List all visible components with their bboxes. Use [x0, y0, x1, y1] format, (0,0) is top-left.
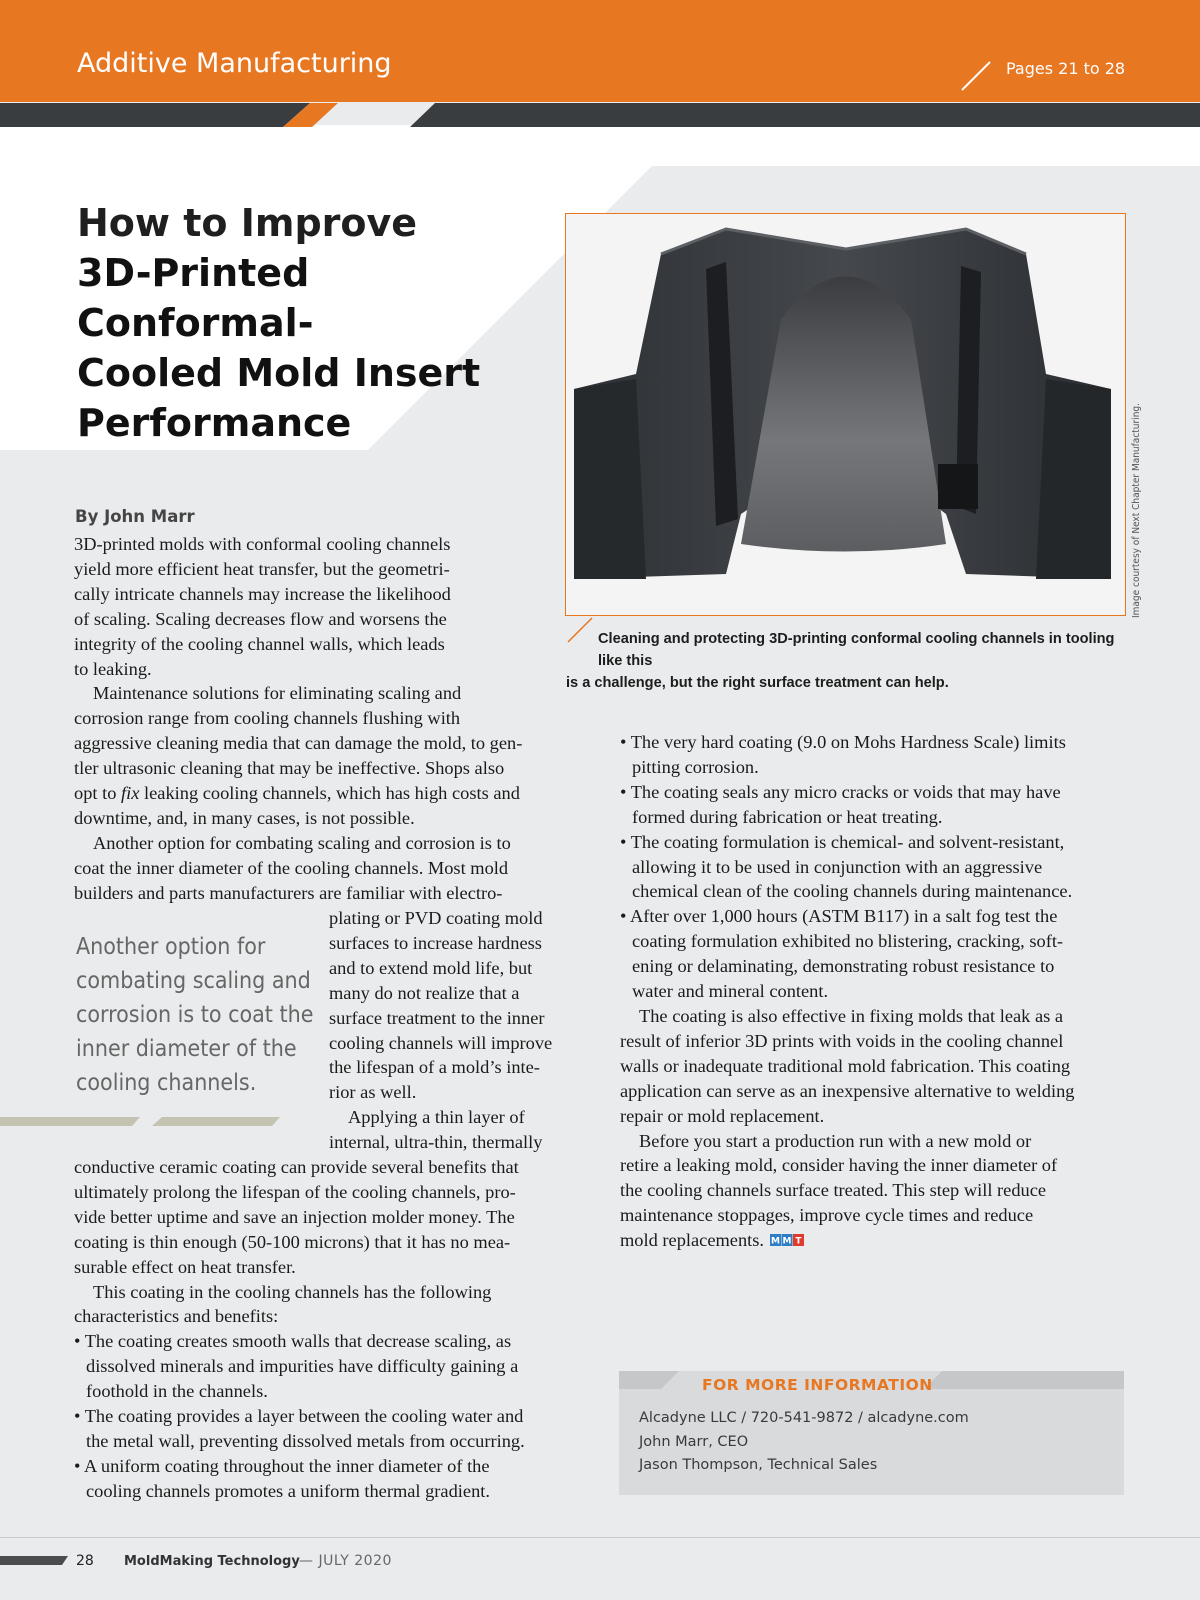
- body-line: result of inferior 3D prints with voids in the cooling channel: [620, 1030, 1064, 1051]
- footer-stripe: [0, 1556, 70, 1566]
- pull-quote-line: cooling channels.: [76, 1070, 257, 1096]
- body-line: the cooling channels surface treated. This step will reduce: [620, 1180, 1047, 1201]
- info-line: Alcadyne LLC / 720-541-9872 / alcadyne.com: [639, 1410, 969, 1426]
- body-line: many do not realize that a: [329, 982, 520, 1003]
- pull-quote-line: Another option for: [76, 934, 266, 960]
- body-line: cooling channels will improve: [329, 1032, 553, 1053]
- body-line: to leaking.: [74, 658, 152, 679]
- body-line: cally intricate channels may increase the likelihood: [74, 583, 451, 604]
- body-line-end: [620, 1228, 1075, 1253]
- body-line: This coating in the cooling channels has the following: [93, 1281, 492, 1302]
- emphasis-text: fix: [121, 783, 140, 804]
- body-line: tler ultrasonic cleaning that may be ineffective. Shops also: [74, 758, 505, 779]
- bullet-line: formed during fabrication or heat treating.: [632, 806, 943, 827]
- body-line: integrity of the cooling channel walls, which leads: [74, 633, 445, 654]
- bullet-line: chemical clean of the cooling channels during maintenance.: [632, 881, 1073, 902]
- title-line-1: How to Improve: [77, 201, 418, 245]
- bullet-line: • After over 1,000 hours (ASTM B117) in a salt fog test the: [620, 906, 1058, 927]
- article-title: [77, 198, 547, 448]
- body-text: leaking cooling channels, which has high costs and: [139, 783, 520, 804]
- body-line: characteristics and benefits:: [74, 1306, 279, 1327]
- bullet-line: dissolved minerals and impurities have difficulty gaining a: [86, 1356, 519, 1377]
- issue-date: — JULY 2020: [299, 1553, 392, 1569]
- info-title: FOR MORE INFORMATION: [702, 1376, 933, 1394]
- page-number: 28: [76, 1553, 94, 1569]
- body-line: rior as well.: [329, 1082, 417, 1103]
- bullet-line: foothold in the channels.: [86, 1381, 268, 1402]
- pull-quote-divider: [0, 1116, 300, 1128]
- body-line: ultimately prolong the lifespan of the cooling channels, pro-: [74, 1181, 516, 1202]
- body-line: 3D-printed molds with conformal cooling channels: [74, 534, 451, 554]
- bullet-line: • The coating provides a layer between the cooling water and: [74, 1406, 524, 1427]
- info-line: Jason Thompson, Technical Sales: [639, 1457, 878, 1473]
- body-line: yield more efficient heat transfer, but the geometri-: [74, 558, 450, 579]
- body-line: Before you start a production run with a new mold or: [639, 1130, 1032, 1151]
- info-contacts: [639, 1407, 969, 1478]
- more-info-box: [619, 1371, 1124, 1495]
- body-line: surfaces to increase hardness: [329, 932, 542, 953]
- caption-line: is a challenge, but the right surface treatment can help.: [566, 675, 949, 691]
- bullet-line: pitting corrosion.: [632, 756, 759, 777]
- body-line: coating is thin enough (50-100 microns) that it has no mea-: [74, 1231, 511, 1252]
- bullet-line: allowing it to be used in conjunction with an aggressive: [632, 856, 1043, 877]
- body-line: coat the inner diameter of the cooling channels. Most mold: [74, 857, 509, 878]
- bullet-line: the metal wall, preventing dissolved metals from occurring.: [86, 1430, 525, 1451]
- bullet-line: water and mineral content.: [632, 981, 829, 1002]
- body-line: builders and parts manufacturers are familiar with electro-: [74, 882, 503, 903]
- header-slash: [0, 0, 1200, 100]
- svg-text:M: M: [771, 1236, 780, 1247]
- bullet-line: • The coating seals any micro cracks or voids that may have: [620, 781, 1061, 802]
- body-line: plating or PVD coating mold: [329, 908, 543, 928]
- body-line: surface treatment to the inner: [329, 1007, 545, 1028]
- image-credit: Image courtesy of Next Chapter Manufacturing.: [1131, 403, 1142, 618]
- bullet-line: coating formulation exhibited no blistering, cracking, soft-: [632, 931, 1064, 952]
- image-caption: [566, 628, 1126, 694]
- body-column-1: [74, 532, 522, 906]
- mold-insert-photo: [565, 213, 1126, 616]
- body-line: application can serve as an inexpensive alternative to welding: [620, 1080, 1075, 1101]
- body-line: downtime, and, in many cases, is not possible.: [74, 807, 415, 828]
- title-bold-line: Performance: [77, 401, 352, 445]
- body-line: aggressive cleaning media that can damage the mold, to gen-: [74, 733, 523, 754]
- pull-quote-line: inner diameter of the: [76, 1036, 297, 1062]
- body-line: retire a leaking mold, consider having the inner diameter of: [620, 1155, 1058, 1176]
- body-line: the lifespan of a mold’s inte-: [329, 1057, 540, 1078]
- body-line: vide better uptime and save an injection molder money. The: [74, 1206, 515, 1227]
- bullet-line: ening or delaminating, demonstrating robust resistance to: [632, 956, 1055, 977]
- bullet-line: cooling channels promotes a uniform thermal gradient.: [86, 1480, 490, 1501]
- body-line: walls or inadequate traditional mold fabrication. This coating: [620, 1055, 1071, 1076]
- body-line: conductive ceramic coating can provide several benefits that: [74, 1157, 519, 1177]
- body-line: and to extend mold life, but: [329, 957, 533, 978]
- caption-line: Cleaning and protecting 3D-printing conformal cooling channels in tooling like this: [598, 631, 1115, 669]
- info-line: John Marr, CEO: [639, 1433, 749, 1450]
- bullet-line: • The coating formulation is chemical- and solvent-resistant,: [620, 831, 1065, 852]
- body-line: surable effect on heat transfer.: [74, 1256, 296, 1277]
- body-line: Maintenance solutions for eliminating scaling and: [93, 683, 462, 704]
- pull-quote: [76, 930, 316, 1100]
- body-line: maintenance stoppages, improve cycle times and reduce: [620, 1205, 1034, 1226]
- body-column-1-bottom: [74, 1155, 525, 1504]
- body-text: opt to: [74, 783, 122, 804]
- body-line: internal, ultra-thin, thermally: [329, 1132, 543, 1153]
- body-column-2: [620, 730, 1075, 1253]
- body-text: mold replacements.: [620, 1230, 765, 1251]
- end-mark-logo: [770, 1234, 804, 1246]
- body-line: of scaling. Scaling decreases flow and worsens the: [74, 608, 447, 629]
- header-stripes: [0, 100, 1200, 130]
- svg-text:T: T: [795, 1236, 802, 1247]
- footer-rule: [0, 1537, 1200, 1538]
- byline: By John Marr: [75, 507, 195, 526]
- body-line-mixed: [74, 781, 522, 806]
- magazine-name: MoldMaking Technology: [124, 1554, 300, 1569]
- svg-text:M: M: [782, 1236, 792, 1247]
- bullet-line: • The coating creates smooth walls that decrease scaling, as: [74, 1331, 512, 1352]
- body-line: Applying a thin layer of: [348, 1107, 525, 1128]
- body-column-1-inset: [329, 906, 552, 1155]
- title-bold-line: 3D-Printed Conformal-: [77, 251, 314, 345]
- body-line: repair or mold replacement.: [620, 1105, 825, 1126]
- body-line: The coating is also effective in fixing molds that leak as a: [639, 1005, 1064, 1026]
- body-line: Another option for combating scaling and corrosion is to: [93, 832, 511, 853]
- section-title: Additive Manufacturing: [77, 48, 392, 79]
- pull-quote-line: corrosion is to coat the: [76, 1002, 314, 1028]
- body-line: corrosion range from cooling channels flushing with: [74, 708, 461, 729]
- page-range: Pages 21 to 28: [1006, 59, 1126, 78]
- title-bold-line: Cooled Mold Insert: [77, 351, 481, 395]
- pull-quote-line: combating scaling and: [76, 968, 311, 994]
- bullet-line: • The very hard coating (9.0 on Mohs Hardness Scale) limits: [620, 732, 1066, 752]
- bullet-line: • A uniform coating throughout the inner diameter of the: [74, 1455, 490, 1476]
